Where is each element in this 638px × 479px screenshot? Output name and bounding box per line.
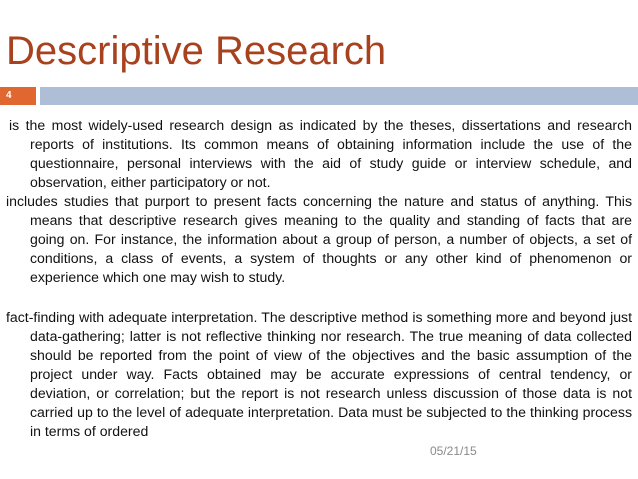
slide-date: 05/21/15 (430, 444, 477, 458)
paragraph-1: is the most widely-used research design as indicated by the theses, dissertations and research reports of institutions. Its common means of obtaining information include the use of the questionnaire, personal interviews with the aid of study guide or interview schedule, and observation, either participatory or not. (9, 117, 632, 190)
slide-body (6, 116, 632, 441)
paragraph-2: includes studies that purport to present facts concerning the nature and status of anything. This means that descriptive research gives meaning to the quality and standing of facts that are going on. For instance, the information about a group of person, a number of objects, a set of conditions, a class of events, a system of thoughts or any other kind of phenomenon or experience which one may wish to study. (6, 193, 632, 285)
slide-title: Descriptive Research (6, 29, 387, 73)
title-underline-bar (0, 87, 638, 105)
accent-bar (40, 87, 638, 105)
paragraph-3: fact-finding with adequate interpretation. The descriptive method is something more and beyond just data-gathering; latter is not reflective thinking nor research. The true meaning of data collected should be reported from the point of view of the objectives and the basic assumption of the project under way. Facts obtained may be accurate expressions of central tendency, or deviation, or correlation; but the report is not research unless discussion of those data is not carried up to the level of adequate interpretation. Data must be subjected to the thinking process in terms of ordered (6, 309, 632, 439)
slide-number: 4 (0, 87, 36, 105)
